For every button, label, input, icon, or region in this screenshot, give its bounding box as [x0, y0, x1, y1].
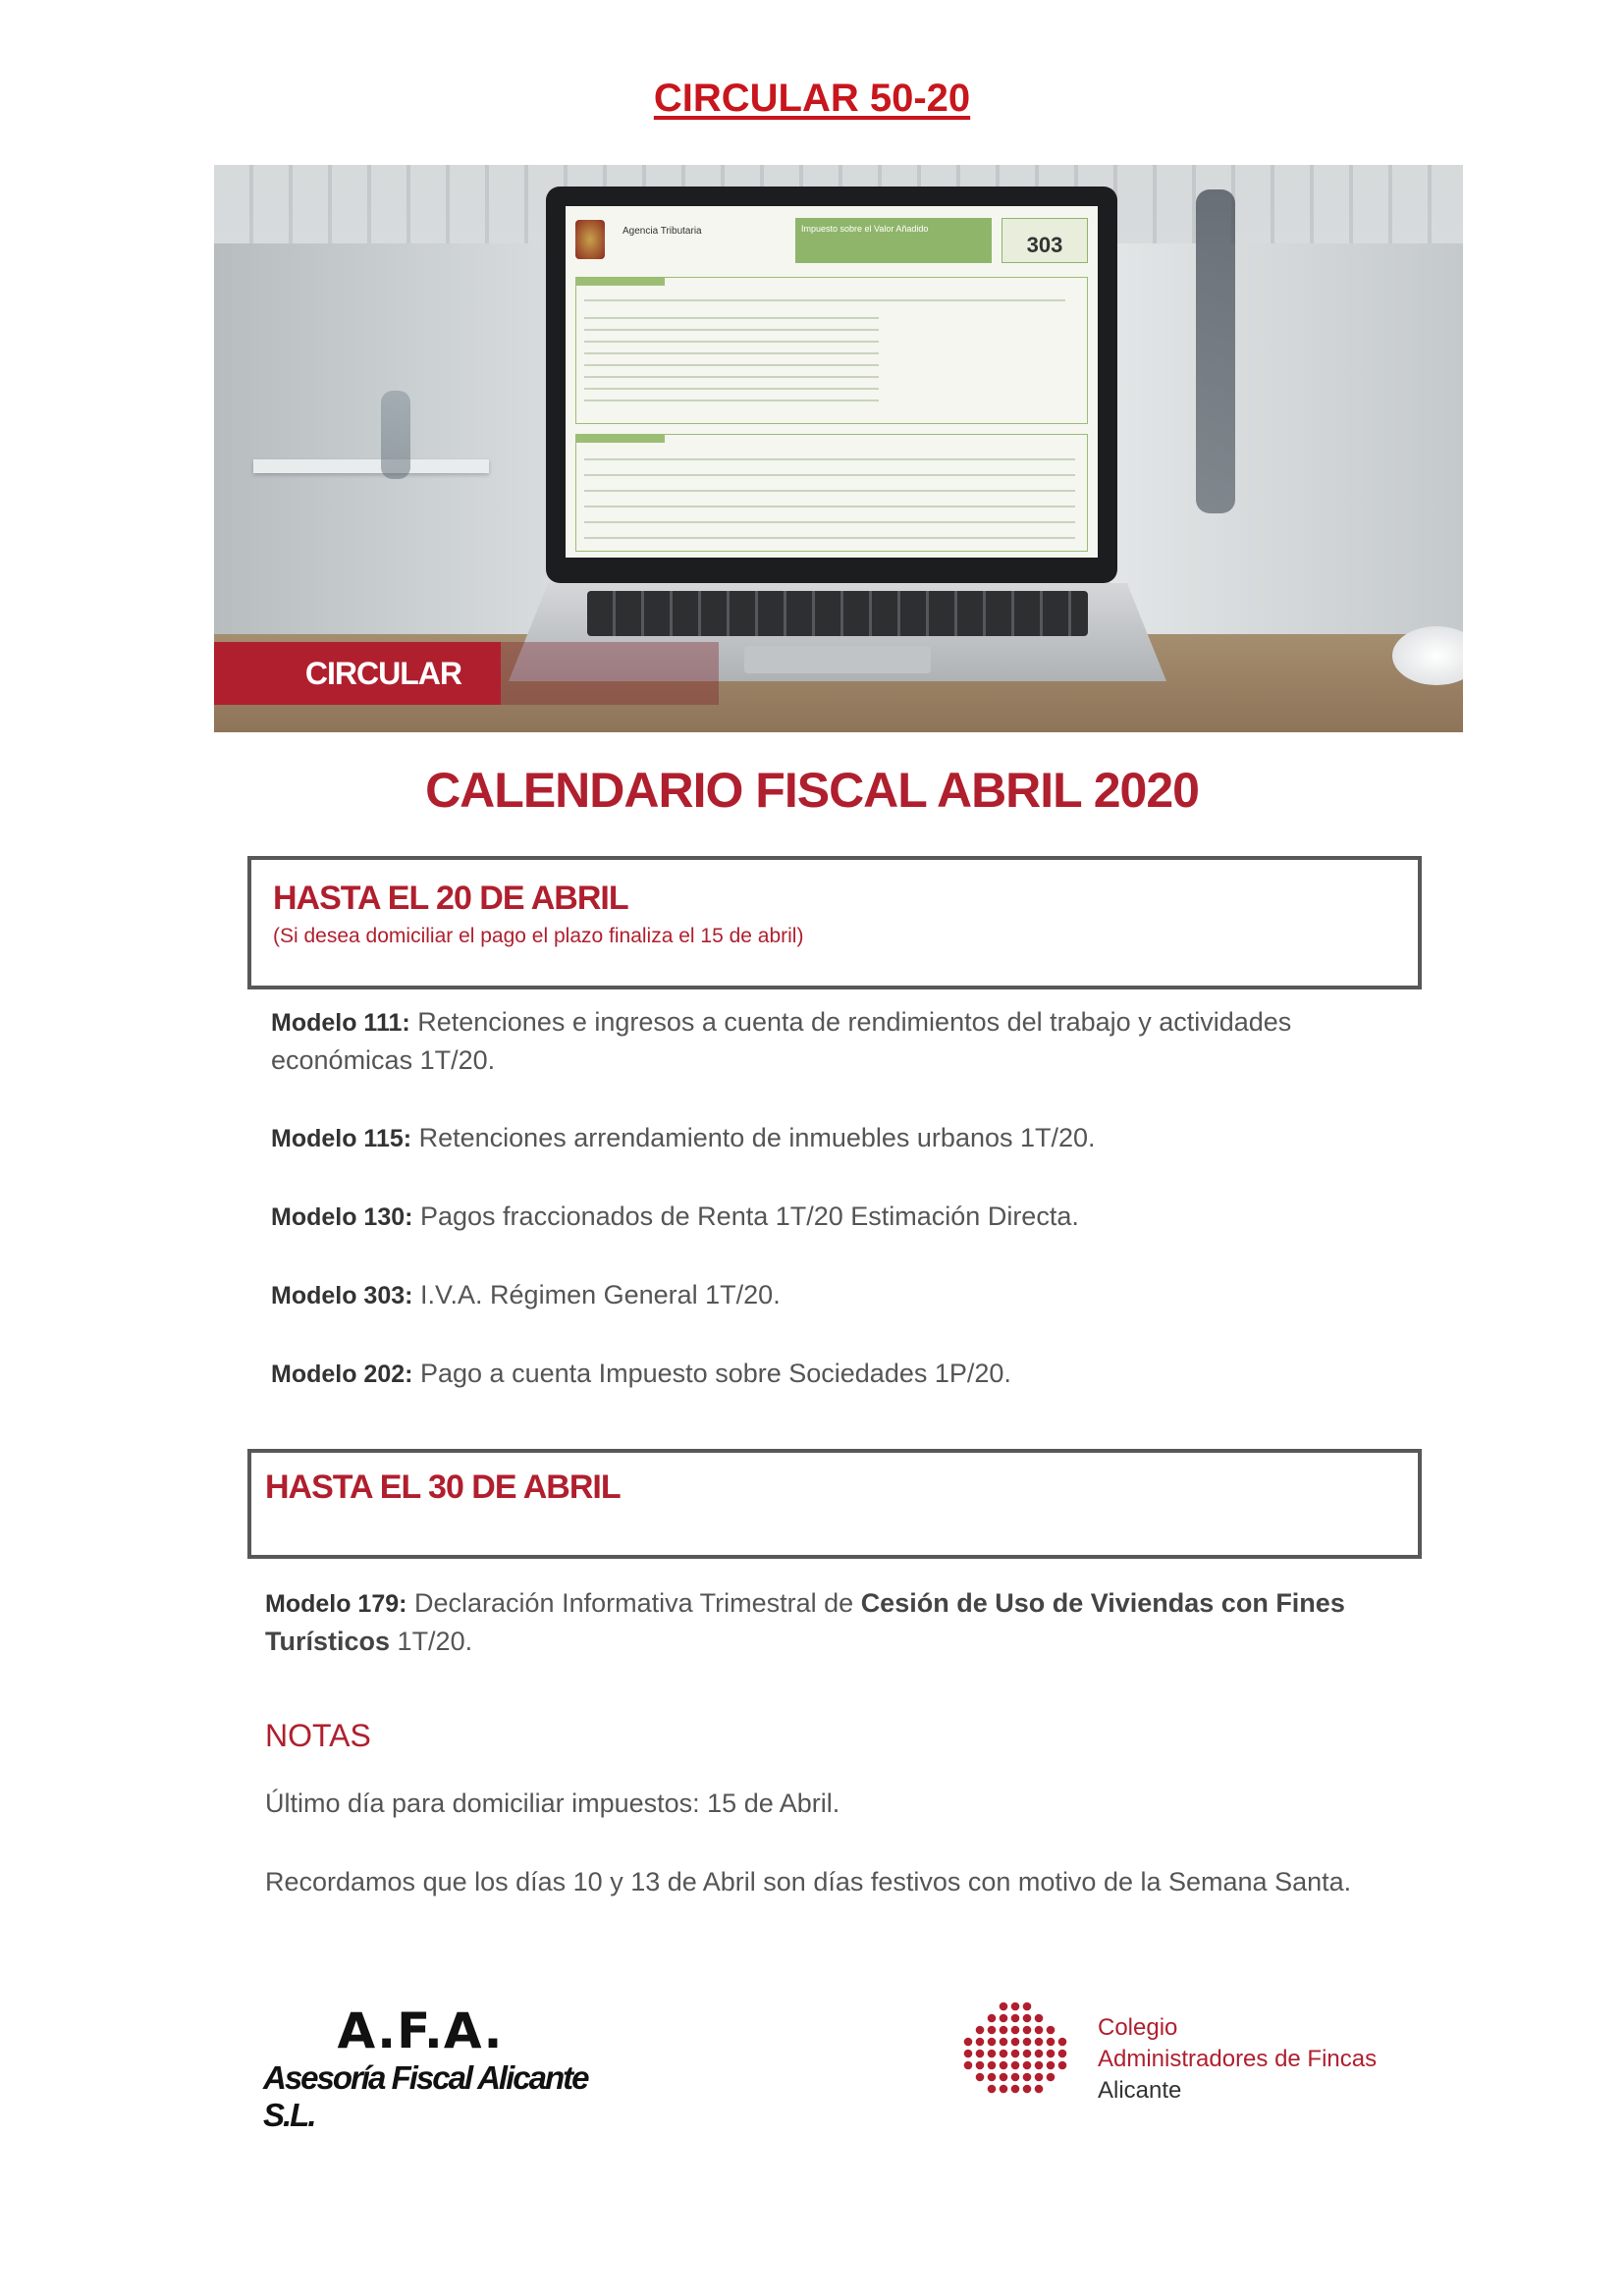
form-section-liquidation: [575, 434, 1088, 552]
colegio-dot: [1000, 2026, 1008, 2035]
colegio-dot: [988, 2026, 997, 2035]
colegio-dot: [1047, 2073, 1056, 2082]
colegio-dot: [1035, 2026, 1044, 2035]
colegio-dot: [1023, 2085, 1032, 2094]
form-title-box: Impuesto sobre el Valor Añadido: [795, 218, 992, 263]
deadline-box-20-april: [247, 856, 1422, 989]
colegio-dot: [988, 2038, 997, 2047]
list-item-modelo-202: [271, 1355, 1430, 1393]
person-silhouette-right: [1196, 189, 1235, 513]
colegio-dot: [1047, 2038, 1056, 2047]
colegio-dot: [1000, 2002, 1008, 2011]
item-text-highlight: Cesión de Uso de Viviendas con Fines Turísticos: [265, 1588, 1345, 1656]
colegio-dot: [1011, 2073, 1020, 2082]
colegio-dot: [1000, 2085, 1008, 2094]
colegio-dot: [1011, 2050, 1020, 2058]
item-label: Modelo 179:: [265, 1590, 407, 1618]
item-label: Modelo 115:: [271, 1125, 412, 1152]
colegio-dot: [1023, 2050, 1032, 2058]
colegio-dot: [1000, 2061, 1008, 2070]
colegio-dot: [1023, 2002, 1032, 2011]
colegio-dot: [1011, 2002, 1020, 2011]
tax-form-display: [566, 206, 1098, 558]
colegio-dot: [1000, 2014, 1008, 2023]
colegio-dot: [1058, 2061, 1067, 2070]
deadline-box-30-april: [247, 1449, 1422, 1559]
colegio-dot: [988, 2050, 997, 2058]
list-item-modelo-115: [271, 1119, 1430, 1157]
colegio-dot: [964, 2050, 973, 2058]
colegio-dot: [1023, 2038, 1032, 2047]
list-item-modelo-179: [265, 1584, 1424, 1660]
office-table: [253, 459, 489, 473]
circular-title: CIRCULAR 50-20: [653, 77, 971, 120]
deadline-title: HASTA EL 20 DE ABRIL: [273, 880, 628, 917]
colegio-line-2: Administradores de Fincas: [1098, 2046, 1378, 2072]
item-text: Declaración Informativa Trimestral de: [414, 1588, 854, 1618]
deadline-title: HASTA EL 30 DE ABRIL: [265, 1468, 621, 1506]
colegio-dot: [988, 2073, 997, 2082]
colegio-dot: [1058, 2038, 1067, 2047]
list-item-modelo-303: [271, 1276, 1430, 1314]
item-text: I.V.A. Régimen General 1T/20.: [420, 1280, 781, 1309]
colegio-dot: [1011, 2061, 1020, 2070]
colegio-dot: [988, 2061, 997, 2070]
colegio-dot: [1000, 2073, 1008, 2082]
colegio-dot: [976, 2026, 985, 2035]
colegio-dot: [988, 2085, 997, 2094]
colegio-dot: [1000, 2038, 1008, 2047]
colegio-dot: [976, 2061, 985, 2070]
afa-logo-initials: A.F.A.: [337, 2002, 504, 2059]
colegio-dot: [1011, 2014, 1020, 2023]
colegio-dot: [976, 2073, 985, 2082]
colegio-dot: [1035, 2085, 1044, 2094]
list-item-modelo-111: [271, 1003, 1430, 1079]
tax-form-header: [575, 218, 1088, 263]
deadline-note: (Si desea domiciliar el pago el plazo finaliza el 15 de abril): [273, 925, 804, 947]
colegio-line-3: Alicante: [1098, 2077, 1182, 2104]
note-line: Recordamos que los días 10 y 13 de Abril son días festivos con motivo de la Semana Santa.: [265, 1867, 1352, 1896]
item-text: Pagos fraccionados de Renta 1T/20 Estimación Directa.: [420, 1201, 1079, 1231]
colegio-dot: [1023, 2073, 1032, 2082]
office-glass-right: [1110, 243, 1463, 656]
list-item-modelo-130: [271, 1198, 1430, 1236]
colegio-dot: [1023, 2061, 1032, 2070]
calendar-title: CALENDARIO FISCAL ABRIL 2020: [425, 763, 1199, 818]
form-agency-name: Agencia Tributaria: [623, 226, 702, 237]
item-text: Pago a cuenta Impuesto sobre Sociedades 1P/20.: [420, 1359, 1011, 1388]
colegio-dot: [1011, 2038, 1020, 2047]
colegio-dot: [1035, 2061, 1044, 2070]
colegio-dot: [1011, 2026, 1020, 2035]
hero-tag-shadow: [501, 642, 719, 705]
colegio-dot: [1035, 2050, 1044, 2058]
colegio-dot: [976, 2038, 985, 2047]
colegio-dot: [1047, 2061, 1056, 2070]
coat-of-arms-icon: [575, 220, 605, 259]
afa-logo-name: Asesoría Fiscal Alicante S.L.: [263, 2059, 588, 2133]
item-label: Modelo 130:: [271, 1203, 413, 1231]
afa-logo: [263, 2002, 617, 2134]
laptop-keyboard: [587, 591, 1088, 636]
form-model-number: 303: [1001, 218, 1088, 263]
colegio-dot: [1000, 2050, 1008, 2058]
colegio-dot: [964, 2061, 973, 2070]
colegio-dot: [988, 2014, 997, 2023]
colegio-dot: [1011, 2085, 1020, 2094]
laptop-screen: [546, 187, 1117, 583]
notes-heading: NOTAS: [265, 1718, 371, 1753]
hero-circular-tag: CIRCULAR: [214, 642, 501, 705]
note-line: Último día para domiciliar impuestos: 15 de Abril.: [265, 1789, 840, 1818]
colegio-dot: [1023, 2026, 1032, 2035]
colegio-dot: [976, 2050, 985, 2058]
colegio-dot: [1047, 2050, 1056, 2058]
form-section-identification: [575, 277, 1088, 424]
colegio-dot: [964, 2038, 973, 2047]
item-label: Modelo 202:: [271, 1361, 413, 1388]
laptop-touchpad: [744, 646, 931, 673]
colegio-dot: [1047, 2026, 1056, 2035]
item-text: Retenciones arrendamiento de inmuebles urbanos 1T/20.: [418, 1123, 1096, 1152]
colegio-dot: [1023, 2014, 1032, 2023]
item-text: Retenciones e ingresos a cuenta de rendimientos del trabajo y actividades económicas 1T/20.: [271, 1007, 1292, 1075]
colegio-logo: [960, 1999, 1432, 2107]
colegio-dots-icon: [960, 1999, 1078, 2107]
colegio-dot: [1035, 2038, 1044, 2047]
colegio-dot: [1035, 2014, 1044, 2023]
colegio-dot: [1035, 2073, 1044, 2082]
colegio-dot: [1058, 2050, 1067, 2058]
hero-banner-image: [214, 165, 1463, 732]
item-text-suffix: 1T/20.: [397, 1627, 473, 1656]
item-label: Modelo 303:: [271, 1282, 413, 1309]
person-silhouette-left: [381, 391, 410, 479]
item-label: Modelo 111:: [271, 1009, 410, 1037]
colegio-line-1: Colegio: [1098, 2014, 1178, 2041]
